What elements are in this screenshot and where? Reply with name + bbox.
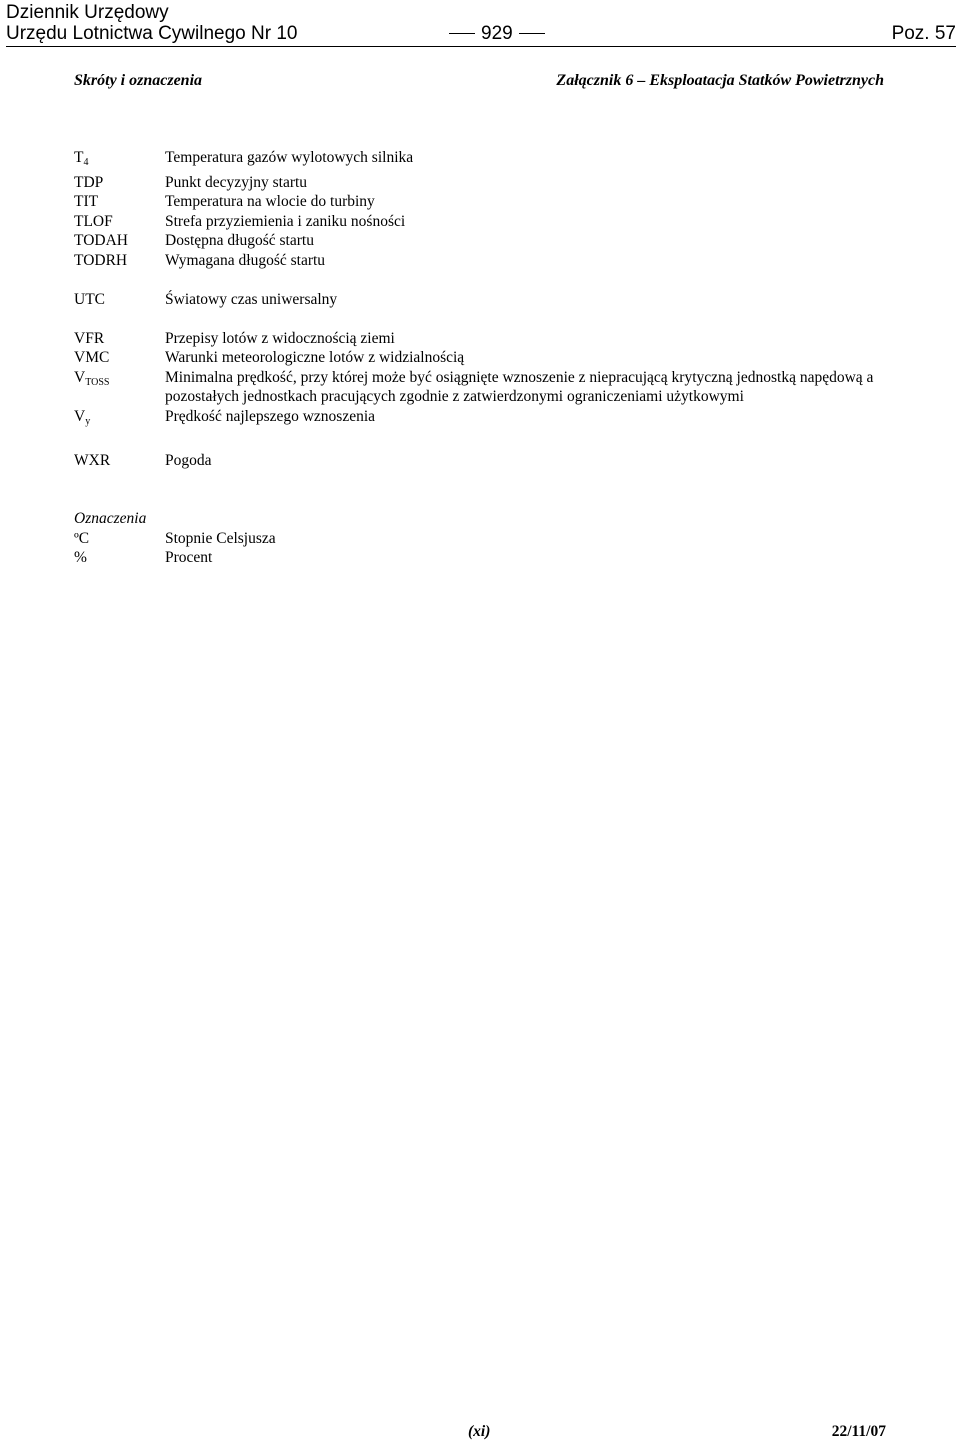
abbreviation-term: VMC (74, 349, 110, 366)
symbols-heading-row (74, 509, 914, 529)
symbol-row (74, 529, 914, 549)
abbreviation-row (74, 407, 914, 432)
gazette-issue: Urzędu Lotnictwa Cywilnego Nr 10 (6, 23, 298, 44)
abbreviation-term: $V_{TOSS}$ (74, 368, 110, 388)
abbreviation-term: WXR (74, 451, 111, 469)
abbreviation-definition: Temperatura gazów wylotowych silnika (165, 149, 414, 166)
abbreviation-row (74, 192, 914, 212)
abbreviation-definition: Strefa przyziemienia i zaniku nośności (165, 212, 406, 230)
symbol-definition: Procent (165, 549, 213, 566)
abbreviation-term: $T_4$ (74, 149, 89, 168)
page-number-dash-left (449, 33, 475, 34)
footer-page-label: (xi) (468, 1423, 491, 1440)
abbreviation-row (74, 251, 914, 271)
abbreviation-term: VFR (74, 329, 105, 347)
gazette-header (6, 0, 956, 47)
running-head-right: Załącznik 6 – Eksploatacja Statków Powietrznych (556, 72, 884, 89)
abbreviation-row (74, 451, 914, 471)
symbol-definition: Stopnie Celsjusza (165, 529, 276, 547)
gazette-position: Poz. 57 (891, 23, 956, 44)
page-number-dash-right (519, 33, 545, 34)
abbreviation-definition: Prędkość najlepszego wznoszenia (165, 407, 376, 425)
abbreviation-term: TDP (74, 173, 104, 191)
abbreviation-row (74, 290, 914, 310)
abbreviation-definition: Przepisy lotów z widocznością ziemi (165, 329, 395, 347)
abbreviation-term: TIT (74, 193, 99, 210)
abbreviation-definition: Temperatura na wlocie do turbiny (165, 193, 375, 210)
abbreviation-row (74, 348, 914, 368)
symbol-term: ºC (74, 529, 90, 547)
abbreviation-term: TLOF (74, 212, 113, 230)
abbreviation-definition: Pogoda (165, 451, 212, 469)
abbreviation-term: TODRH (74, 251, 128, 269)
abbreviation-row (74, 329, 914, 349)
symbol-term: % (74, 549, 87, 566)
abbreviation-term: UTC (74, 290, 105, 308)
gazette-title: Dziennik Urzędowy (6, 2, 169, 23)
abbreviation-row (74, 173, 914, 193)
abbreviation-definition: Minimalna prędkość, przy której może być osiągnięte wznoszenie z niepracującą krytyczną jednostką napędową a pozostałych jednostkach pracujących zgodnie z zatwierdzonymi ograniczeniami użytkowymi (165, 368, 874, 405)
abbreviation-list (74, 148, 914, 568)
footer-date: 22/11/07 (831, 1423, 886, 1440)
gazette-page-number-group (443, 23, 551, 44)
gazette-page-number: 929 (481, 23, 513, 44)
abbreviation-row (74, 212, 914, 232)
abbreviation-term: $V_y$ (74, 407, 91, 427)
abbreviation-definition: Punkt decyzyjny startu (165, 173, 308, 191)
abbreviation-row (74, 231, 914, 251)
abbreviation-row (74, 148, 914, 173)
abbreviation-definition: Wymagana długość startu (165, 251, 326, 269)
abbreviation-term: TODAH (74, 232, 128, 249)
symbols-heading: Oznaczenia (74, 510, 147, 527)
running-head-left: Skróty i oznaczenia (74, 72, 203, 89)
abbreviation-row (74, 368, 914, 407)
abbreviation-definition: Światowy czas uniwersalny (165, 290, 338, 308)
abbreviation-definition: Warunki meteorologiczne lotów z widzialnością (165, 349, 465, 366)
abbreviation-definition: Dostępna długość startu (165, 232, 314, 249)
symbol-row (74, 548, 914, 568)
